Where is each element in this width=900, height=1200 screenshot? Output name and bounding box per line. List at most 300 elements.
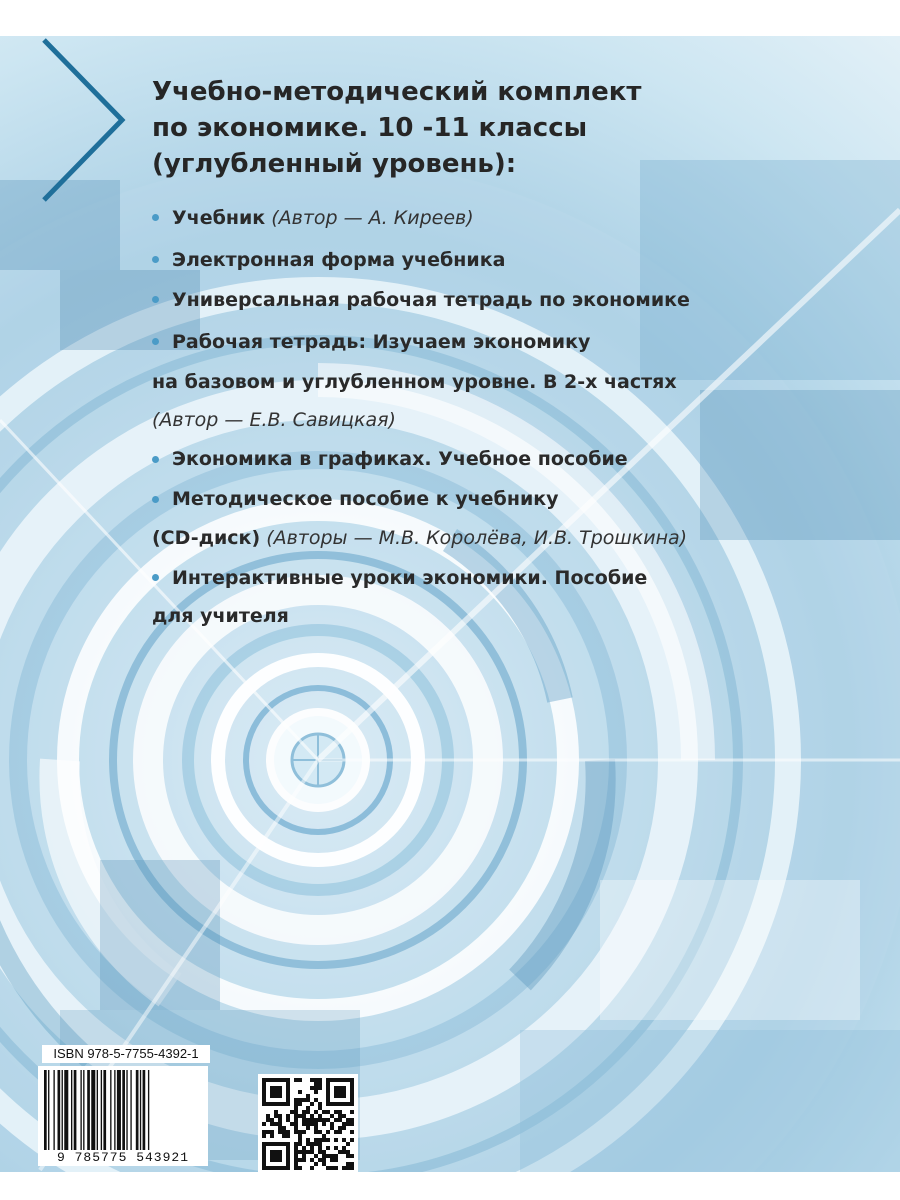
qr-module <box>310 1078 314 1082</box>
qr-module <box>334 1102 338 1106</box>
qr-module <box>342 1094 346 1098</box>
qr-module <box>306 1110 310 1114</box>
qr-module <box>334 1078 338 1082</box>
qr-module <box>322 1150 326 1154</box>
qr-module <box>326 1090 330 1094</box>
qr-module <box>326 1130 330 1134</box>
item-title: Учебник <box>172 207 266 229</box>
qr-module <box>338 1118 342 1122</box>
qr-module <box>262 1102 266 1106</box>
bullet-dot-icon <box>152 574 159 581</box>
qr-module <box>274 1122 278 1126</box>
qr-module <box>286 1086 290 1090</box>
qr-module <box>346 1102 350 1106</box>
item-title-continued: для учителя <box>152 605 289 627</box>
qr-module <box>282 1126 286 1130</box>
qr-module <box>282 1166 286 1170</box>
qr-module <box>286 1130 290 1134</box>
qr-module <box>298 1130 302 1134</box>
qr-module <box>338 1090 342 1094</box>
qr-module <box>314 1142 318 1146</box>
qr-module <box>270 1158 274 1162</box>
heading-line-3: (углубленный уровень): <box>152 149 517 179</box>
qr-module <box>278 1118 282 1122</box>
qr-code-icon <box>258 1074 358 1174</box>
list-item-workbook-author <box>152 408 396 432</box>
bullet-dot-icon <box>152 456 159 463</box>
qr-module <box>262 1090 266 1094</box>
qr-module <box>274 1154 278 1158</box>
qr-module <box>346 1162 350 1166</box>
qr-module <box>314 1118 318 1122</box>
qr-module <box>314 1126 318 1130</box>
qr-module <box>342 1138 346 1142</box>
list-item-graphs <box>172 447 628 471</box>
qr-module <box>334 1166 338 1170</box>
qr-module <box>266 1078 270 1082</box>
qr-module <box>326 1102 330 1106</box>
qr-module <box>286 1162 290 1166</box>
barcode-bar <box>91 1070 95 1150</box>
qr-module <box>314 1078 318 1082</box>
barcode-bar <box>140 1070 141 1150</box>
qr-module <box>326 1078 330 1082</box>
qr-module <box>350 1102 354 1106</box>
qr-module <box>278 1130 282 1134</box>
qr-module <box>322 1118 326 1122</box>
qr-module <box>302 1158 306 1162</box>
item-title: Экономика в графиках. Учебное пособие <box>172 448 628 470</box>
qr-module <box>310 1150 314 1154</box>
qr-module <box>306 1122 310 1126</box>
qr-module <box>334 1158 338 1162</box>
qr-module <box>322 1134 326 1138</box>
qr-module <box>330 1114 334 1118</box>
qr-module <box>322 1154 326 1158</box>
barcode-bar <box>87 1070 90 1150</box>
qr-module <box>294 1102 298 1106</box>
qr-module <box>290 1122 294 1126</box>
qr-module <box>278 1142 282 1146</box>
qr-module <box>298 1078 302 1082</box>
qr-module <box>342 1126 346 1130</box>
qr-module <box>286 1098 290 1102</box>
qr-module <box>270 1118 274 1122</box>
qr-module <box>274 1090 278 1094</box>
qr-module <box>262 1162 266 1166</box>
qr-module <box>282 1130 286 1134</box>
qr-module <box>314 1138 318 1142</box>
qr-module <box>314 1154 318 1158</box>
barcode-bar <box>114 1070 115 1150</box>
qr-module <box>274 1150 278 1154</box>
qr-module <box>278 1078 282 1082</box>
qr-module <box>270 1150 274 1154</box>
qr-module <box>274 1078 278 1082</box>
qr-module <box>326 1082 330 1086</box>
qr-module <box>334 1110 338 1114</box>
qr-module <box>294 1098 298 1102</box>
barcode-digits: 9 785775 543921 <box>38 1150 208 1166</box>
barcode-bar <box>64 1070 68 1150</box>
qr-module <box>350 1110 354 1114</box>
qr-module <box>326 1110 330 1114</box>
list-item-textbook <box>172 206 474 230</box>
qr-module <box>326 1154 330 1158</box>
qr-module <box>350 1138 354 1142</box>
qr-module <box>262 1146 266 1150</box>
qr-module <box>286 1166 290 1170</box>
list-item-methodical-line-1 <box>172 487 559 511</box>
qr-module <box>298 1090 302 1094</box>
qr-module <box>286 1154 290 1158</box>
qr-module <box>310 1142 314 1146</box>
qr-module <box>278 1150 282 1154</box>
qr-module <box>342 1086 346 1090</box>
qr-module <box>342 1090 346 1094</box>
qr-module <box>286 1118 290 1122</box>
qr-module <box>274 1166 278 1170</box>
qr-module <box>346 1122 350 1126</box>
qr-module <box>326 1146 330 1150</box>
barcode-bar <box>74 1070 77 1150</box>
qr-module <box>318 1086 322 1090</box>
qr-module <box>274 1094 278 1098</box>
qr-module <box>310 1158 314 1162</box>
qr-module <box>294 1110 298 1114</box>
qr-module <box>306 1106 310 1110</box>
barcode-bar <box>71 1070 72 1150</box>
qr-module <box>262 1094 266 1098</box>
item-author-note: (Автор — Е.В. Савицкая) <box>152 409 396 431</box>
qr-module <box>338 1110 342 1114</box>
qr-module <box>274 1086 278 1090</box>
qr-module <box>270 1086 274 1090</box>
qr-module <box>346 1118 350 1122</box>
qr-module <box>314 1090 318 1094</box>
qr-module <box>310 1166 314 1170</box>
qr-module <box>306 1118 310 1122</box>
qr-module <box>318 1114 322 1118</box>
qr-module <box>286 1146 290 1150</box>
qr-module <box>338 1126 342 1130</box>
bullet-dot-icon <box>152 496 159 503</box>
qr-module <box>278 1154 282 1158</box>
qr-module <box>342 1146 346 1150</box>
qr-module <box>286 1094 290 1098</box>
barcode-bar <box>136 1070 139 1150</box>
qr-module <box>274 1114 278 1118</box>
qr-module <box>302 1118 306 1122</box>
qr-module <box>298 1102 302 1106</box>
qr-module <box>346 1150 350 1154</box>
qr-module <box>298 1142 302 1146</box>
qr-module <box>278 1126 282 1130</box>
qr-module <box>350 1166 354 1170</box>
qr-module <box>262 1086 266 1090</box>
qr-module <box>310 1086 314 1090</box>
qr-module <box>262 1158 266 1162</box>
qr-module <box>270 1154 274 1158</box>
qr-module <box>338 1086 342 1090</box>
isbn-label: ISBN 978-5-7755-4392-1 <box>42 1045 210 1063</box>
item-title: Методическое пособие к учебнику <box>172 488 559 510</box>
barcode-bar <box>44 1070 47 1150</box>
list-item-workbook-line-1 <box>172 330 590 354</box>
qr-module <box>298 1166 302 1170</box>
qr-module <box>294 1162 298 1166</box>
qr-module <box>346 1078 350 1082</box>
qr-module <box>306 1126 310 1130</box>
qr-module <box>286 1078 290 1082</box>
qr-module <box>310 1146 314 1150</box>
qr-module <box>350 1154 354 1158</box>
barcode-bar <box>58 1070 61 1150</box>
qr-module <box>294 1150 298 1154</box>
qr-module <box>302 1154 306 1158</box>
qr-module <box>286 1134 290 1138</box>
qr-module <box>318 1118 322 1122</box>
qr-module <box>270 1166 274 1170</box>
qr-module <box>302 1114 306 1118</box>
qr-module <box>310 1122 314 1126</box>
qr-module <box>318 1142 322 1146</box>
qr-module <box>318 1158 322 1162</box>
qr-module <box>286 1114 290 1118</box>
qr-module <box>286 1090 290 1094</box>
qr-module <box>334 1090 338 1094</box>
qr-module <box>338 1094 342 1098</box>
item-title: Электронная форма учебника <box>172 249 506 271</box>
qr-module <box>342 1114 346 1118</box>
qr-module <box>286 1102 290 1106</box>
qr-module <box>334 1154 338 1158</box>
qr-module <box>302 1130 306 1134</box>
qr-module <box>298 1158 302 1162</box>
qr-module <box>318 1078 322 1082</box>
barcode-bar <box>117 1070 121 1150</box>
qr-module <box>278 1090 282 1094</box>
qr-module <box>338 1078 342 1082</box>
qr-module <box>326 1086 330 1090</box>
qr-module <box>270 1090 274 1094</box>
qr-module <box>342 1122 346 1126</box>
qr-module <box>270 1130 274 1134</box>
qr-module <box>330 1126 334 1130</box>
qr-module <box>278 1102 282 1106</box>
qr-module <box>314 1130 318 1134</box>
qr-module <box>262 1130 266 1134</box>
barcode-bar <box>101 1070 102 1150</box>
qr-module <box>266 1114 270 1118</box>
qr-module <box>294 1158 298 1162</box>
qr-module <box>282 1142 286 1146</box>
qr-module <box>262 1098 266 1102</box>
qr-module <box>286 1082 290 1086</box>
qr-module <box>294 1154 298 1158</box>
qr-module <box>338 1114 342 1118</box>
qr-module <box>330 1122 334 1126</box>
qr-module <box>294 1122 298 1126</box>
qr-module <box>298 1098 302 1102</box>
barcode-bar <box>110 1070 111 1150</box>
page-top-margin <box>0 0 900 36</box>
qr-module <box>334 1118 338 1122</box>
qr-module <box>338 1130 342 1134</box>
qr-module <box>350 1118 354 1122</box>
qr-module <box>322 1138 326 1142</box>
qr-module <box>266 1166 270 1170</box>
qr-module <box>270 1122 274 1126</box>
qr-module <box>290 1110 294 1114</box>
qr-module <box>346 1154 350 1158</box>
qr-module <box>266 1118 270 1122</box>
qr-module <box>342 1150 346 1154</box>
qr-module <box>318 1146 322 1150</box>
qr-module <box>270 1078 274 1082</box>
qr-module <box>262 1166 266 1170</box>
qr-module <box>310 1118 314 1122</box>
qr-module <box>306 1150 310 1154</box>
qr-module <box>326 1118 330 1122</box>
qr-module <box>262 1122 266 1126</box>
qr-module <box>350 1122 354 1126</box>
qr-module <box>314 1122 318 1126</box>
qr-module <box>274 1102 278 1106</box>
qr-module <box>266 1102 270 1106</box>
qr-module <box>350 1162 354 1166</box>
qr-module <box>346 1166 350 1170</box>
bullet-dot-icon <box>152 296 159 303</box>
qr-module <box>330 1078 334 1082</box>
heading-line-2: по экономике. 10 -11 классы <box>152 113 588 143</box>
qr-module <box>314 1162 318 1166</box>
qr-module <box>282 1134 286 1138</box>
qr-module <box>302 1122 306 1126</box>
qr-module <box>294 1078 298 1082</box>
qr-module <box>282 1078 286 1082</box>
qr-module <box>314 1082 318 1086</box>
qr-module <box>334 1138 338 1142</box>
qr-module <box>326 1094 330 1098</box>
qr-module <box>262 1154 266 1158</box>
qr-module <box>274 1110 278 1114</box>
qr-module <box>270 1134 274 1138</box>
list-item-electronic-form <box>172 248 505 272</box>
qr-module <box>338 1102 342 1106</box>
barcode-bar <box>148 1070 149 1150</box>
barcode-bars-icon <box>38 1066 208 1152</box>
item-author-note: (Авторы — М.В. Королёва, И.В. Трошкина) <box>266 527 688 549</box>
qr-module <box>334 1146 338 1150</box>
qr-module <box>278 1086 282 1090</box>
qr-module <box>334 1086 338 1090</box>
qr-module <box>262 1142 266 1146</box>
qr-module <box>322 1110 326 1114</box>
qr-module <box>278 1114 282 1118</box>
qr-module <box>326 1138 330 1142</box>
qr-module <box>322 1158 326 1162</box>
qr-module <box>334 1130 338 1134</box>
qr-module <box>350 1078 354 1082</box>
qr-module <box>274 1142 278 1146</box>
barcode-bar <box>62 1070 63 1150</box>
qr-module <box>294 1130 298 1134</box>
qr-module <box>330 1102 334 1106</box>
qr-module <box>334 1094 338 1098</box>
qr-module <box>286 1158 290 1162</box>
qr-module <box>322 1162 326 1166</box>
item-title: Интерактивные уроки экономики. Пособие <box>172 567 648 589</box>
qr-module <box>318 1102 322 1106</box>
qr-module <box>266 1142 270 1146</box>
qr-module <box>278 1166 282 1170</box>
qr-module <box>302 1110 306 1114</box>
qr-module <box>330 1166 334 1170</box>
barcode-bar <box>103 1070 106 1150</box>
qr-module <box>286 1150 290 1154</box>
barcode-bar <box>130 1070 131 1150</box>
qr-module <box>318 1138 322 1142</box>
heading-line-1: Учебно-методический комплект <box>152 77 642 107</box>
qr-module <box>294 1114 298 1118</box>
qr-module <box>330 1154 334 1158</box>
qr-module <box>314 1086 318 1090</box>
bullet-dot-icon <box>152 256 159 263</box>
item-author-note: (Автор — А. Киреев) <box>271 207 474 229</box>
qr-module <box>322 1122 326 1126</box>
barcode-bar <box>126 1070 127 1150</box>
qr-code-pattern-icon <box>258 1074 358 1174</box>
list-item-methodical-line-2 <box>152 526 687 550</box>
qr-module <box>314 1110 318 1114</box>
list-item-universal-workbook <box>172 288 690 312</box>
qr-module <box>314 1098 318 1102</box>
qr-module <box>342 1102 346 1106</box>
qr-module <box>306 1094 310 1098</box>
qr-module <box>294 1106 298 1110</box>
qr-module <box>298 1138 302 1142</box>
qr-module <box>326 1098 330 1102</box>
qr-module <box>262 1078 266 1082</box>
qr-module <box>350 1086 354 1090</box>
qr-module <box>294 1166 298 1170</box>
qr-module <box>318 1130 322 1134</box>
qr-module <box>294 1126 298 1130</box>
qr-module <box>282 1102 286 1106</box>
qr-module <box>298 1150 302 1154</box>
qr-module <box>302 1146 306 1150</box>
list-item-workbook-line-2 <box>152 370 677 394</box>
item-title-continued: (CD-диск) <box>152 527 261 549</box>
qr-module <box>338 1150 342 1154</box>
qr-module <box>310 1102 314 1106</box>
qr-module <box>294 1118 298 1122</box>
barcode-bar <box>83 1070 84 1150</box>
item-title-continued: на базовом и углубленном уровне. В 2-х частях <box>152 371 677 393</box>
qr-module <box>270 1142 274 1146</box>
barcode-bar <box>122 1070 125 1150</box>
page-bottom-margin <box>0 1172 900 1200</box>
qr-module <box>266 1130 270 1134</box>
bullet-dot-icon <box>152 338 159 345</box>
qr-module <box>278 1094 282 1098</box>
qr-module <box>330 1158 334 1162</box>
qr-module <box>350 1130 354 1134</box>
item-title: Универсальная рабочая тетрадь по экономике <box>172 289 690 311</box>
qr-module <box>294 1142 298 1146</box>
qr-module <box>350 1082 354 1086</box>
